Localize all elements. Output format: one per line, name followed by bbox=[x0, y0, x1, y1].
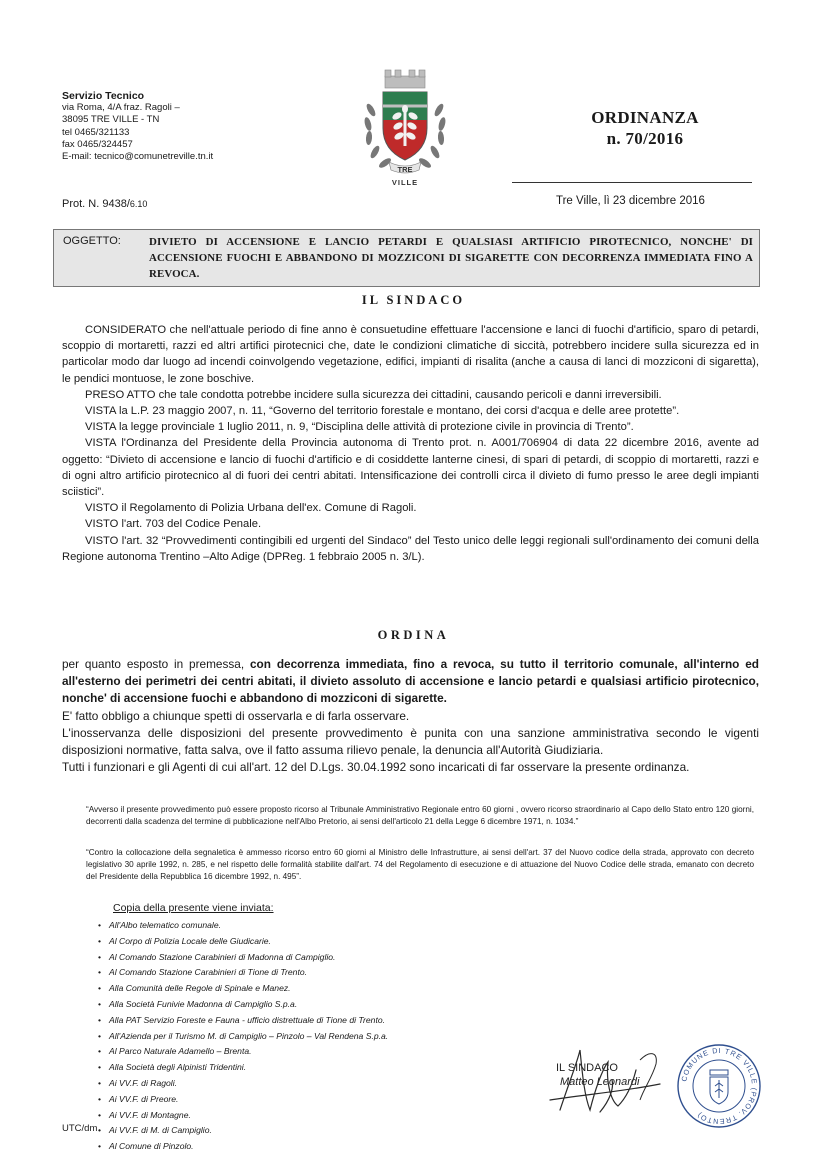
list-item: • Ai VV.F. di Ragoli. bbox=[98, 1076, 388, 1092]
heading-ordina: ORDINA bbox=[377, 628, 450, 642]
list-item: • All'Azienda per il Turismo M. di Campiglio – Pinzolo – Val Rendena S.p.a. bbox=[98, 1029, 388, 1045]
list-item: • Al Comune di Pinzolo. bbox=[98, 1139, 388, 1155]
list-item: • Al Corpo di Polizia Locale delle Giudicarie. bbox=[98, 934, 388, 950]
heading-il-sindaco: IL SINDACO bbox=[361, 293, 466, 307]
order-paragraph bbox=[62, 656, 759, 708]
ordinance-number: n. 70/2016 bbox=[606, 129, 684, 148]
list-item: • Alla Società degli Alpinisti Tridentini. bbox=[98, 1060, 388, 1076]
list-item: • Ai VV.F. di Preore. bbox=[98, 1092, 388, 1108]
list-item: • Alla Società Funivie Madonna di Campiglio S.p.a. bbox=[98, 997, 388, 1013]
order-paragraph: E' fatto obbligo a chiunque spetti di osservarla e di farla osservare. bbox=[62, 708, 410, 723]
list-item: • Ai VV.F. di M. di Campiglio. bbox=[98, 1123, 388, 1139]
order-paragraph: L'inosservanza delle disposizioni del presente provvedimento è punita con una sanzione amministrativa secondo le vigenti disposizioni normative, fatta salva, ove il fatto assuma rilievo penale, la denuncia all'Autorità Giudiziaria. bbox=[62, 725, 759, 758]
premise-paragraph: VISTA l'Ordinanza del Presidente della Provincia autonoma di Trento prot. n. A001/706904 di data 22 dicembre 2016, avente ad oggetto: “Divieto di accensione e lancio di fuochi d'artificio e di cosiddette lanterne cinesi, di spari di petardi, di scoppio di mortaretti, razzi e di ogni altro artificio pirotecnico al di fuori dei centri abitati. Intensificazione dei controlli circa il divieto di fumo presso le aree degli impianti sciistici”. bbox=[62, 437, 759, 499]
premise-paragraph: VISTO l'art. 703 del Codice Penale. bbox=[85, 518, 262, 531]
header-divider bbox=[512, 182, 752, 183]
subject-label: OGGETTO: bbox=[63, 235, 121, 247]
crest-word-ville: VILLE bbox=[391, 178, 419, 187]
list-item: • Ai VV.F. di Montagne. bbox=[98, 1108, 388, 1124]
list-item: • Al Parco Naturale Adamello – Brenta. bbox=[98, 1044, 388, 1060]
sender-address-line: 38095 TRE VILLE - TN bbox=[62, 114, 160, 126]
appeal-note: “Avverso il presente provvedimento può essere proposto ricorso al Tribunale Amministrativo Regionale entro 60 giorni , ovvero ricorso straordinario al Capo dello Stato entro 120 giorni, decorrenti dalla scadenza del termine di pubblicazione nell'Albo Pretorio, ai sensi dell'articolo 21 della Legge 6 dicembre 1971, n. 1034.” bbox=[86, 805, 754, 827]
premise-paragraph: VISTA la L.P. 23 maggio 2007, n. 11, “Governo del territorio forestale e montano, dei corsi d'acqua e delle aree protette”. bbox=[85, 405, 680, 418]
sender-block bbox=[62, 90, 213, 163]
order-provision: con decorrenza immediata, fino a revoca, su tutto il territorio comunale, all'interno ed all'esterno dei perimetri dei centri abitati, il divieto assoluto di accensione e lancio petardi e qualsiasi artificio pirotecnico, nonche' di accensione fuochi e abbandono di mozziconi di sigarette. bbox=[62, 657, 760, 706]
sender-email: E-mail: tecnico@comunetreville.tn.it bbox=[62, 151, 214, 163]
premise-paragraph: VISTO l'art. 32 “Provvedimenti contingibili ed urgenti del Sindaco” del Testo unico delle leggi regionali sull'ordinamento dei comuni della Regione autonoma Trentino –Alto Adige (DPReg. 1 febbraio 2005 n. 3/L). bbox=[62, 534, 759, 563]
signage-appeal-note: “Contro la collocazione della segnaletica è ammesso ricorso entro 60 giorni al Ministro delle Infrastrutture, ai sensi dell'art. 37 del Nuovo codice della strada, approvato con decreto legislativo 30 aprile 1992, n. 285, e nel rispetto delle formalità stabilite dall'art. 74 del Regolamento di esecuzione e di attuazione del Nuovo Codice delle strada, emanato con decreto del Presidente della Repubblica 16 dicembre 1992, n. 495”. bbox=[86, 848, 754, 882]
premises-section bbox=[62, 322, 759, 565]
distribution-heading: Copia della presente viene inviata: bbox=[113, 902, 274, 914]
sender-name: Servizio Tecnico bbox=[62, 90, 145, 102]
list-item: • Al Comando Stazione Carabinieri di Tione di Trento. bbox=[98, 965, 388, 981]
signatory-name: Matteo Leonardi bbox=[560, 1076, 640, 1088]
stamp-ring-text: COMUNE DI TRE VILLE (PROV. TRENTO) bbox=[679, 1045, 760, 1127]
premise-paragraph: VISTO il Regolamento di Polizia Urbana dell'ex. Comune di Ragoli. bbox=[85, 502, 417, 515]
list-item: • Alla PAT Servizio Foreste e Fauna - ufficio distrettuale di Tione di Trento. bbox=[98, 1013, 388, 1029]
municipal-crest-icon bbox=[355, 62, 455, 190]
sender-address-line: via Roma, 4/A fraz. Ragoli – bbox=[62, 102, 180, 114]
subject-text: DIVIETO DI ACCENSIONE E LANCIO PETARDI E QUALSIASI ARTIFICIO PIROTECNICO, NONCHE' DI ACCENSIONE FUOCHI E ABBANDONO DI MOZZICONI DI SIGARETTE CON DECORRENZA IMMEDIATA FINO A REVOCA. bbox=[149, 236, 753, 280]
order-section bbox=[62, 656, 759, 776]
distribution-list bbox=[98, 918, 388, 1155]
premise-paragraph: CONSIDERATO che nell'attuale periodo di fine anno è consuetudine effettuare l'accensione e lanci di fuochi d'artificio, sparo di petardi, scoppio di mortaretti, razzi ed altri artifici pirotecnici che, date le condizioni climatiche di siccità, potrebbero incidere sulla sicurezza ed in particolar modo dar luogo ad incendi coinvolgendo vegetazione, edifici, impianti di risalita (anche a causa di lanci di mozziconi di sigaretta), le pendici montuose, le zone boschive. bbox=[62, 324, 759, 385]
order-intro: per quanto esposto in premessa, bbox=[62, 657, 250, 671]
list-item: • Al Comando Stazione Carabinieri di Madonna di Campiglio. bbox=[98, 950, 388, 966]
sender-tel: tel 0465/321133 bbox=[62, 126, 130, 138]
handwritten-signature-icon bbox=[540, 1040, 670, 1120]
order-paragraph: Tutti i funzionari e gli Agenti di cui all'art. 12 del D.Lgs. 30.04.1992 sono incaricati di far osservare la presente ordinanza. bbox=[62, 760, 690, 775]
ordinance-title: ORDINANZA bbox=[591, 108, 699, 127]
protocol-class: 6.10 bbox=[129, 199, 148, 209]
list-item: • All'Albo telematico comunale. bbox=[98, 918, 388, 934]
sender-fax: fax 0465/324457 bbox=[62, 138, 133, 150]
list-item: • Alla Comunità delle Regole di Spinale e Manez. bbox=[98, 981, 388, 997]
protocol-number bbox=[62, 198, 147, 210]
crest-word-tre: TRE bbox=[397, 165, 413, 174]
protocol-label: Prot. N. 9438/ bbox=[62, 198, 130, 210]
document-date: Tre Ville, lì 23 dicembre 2016 bbox=[556, 195, 705, 207]
footer-code: UTC/dm bbox=[62, 1123, 98, 1134]
municipal-stamp-icon bbox=[675, 1042, 763, 1130]
signatory-title: IL SINDACO bbox=[556, 1062, 618, 1074]
ordinance-header bbox=[560, 107, 730, 149]
premise-paragraph: PRESO ATTO che tale condotta potrebbe incidere sulla sicurezza dei cittadini, causando pericoli e danni irreversibili. bbox=[85, 388, 662, 401]
subject-box bbox=[53, 229, 760, 287]
premise-paragraph: VISTA la legge provinciale 1 luglio 2011, n. 9, “Disciplina delle attività di protezione civile in provincia di Trento”. bbox=[85, 421, 634, 434]
